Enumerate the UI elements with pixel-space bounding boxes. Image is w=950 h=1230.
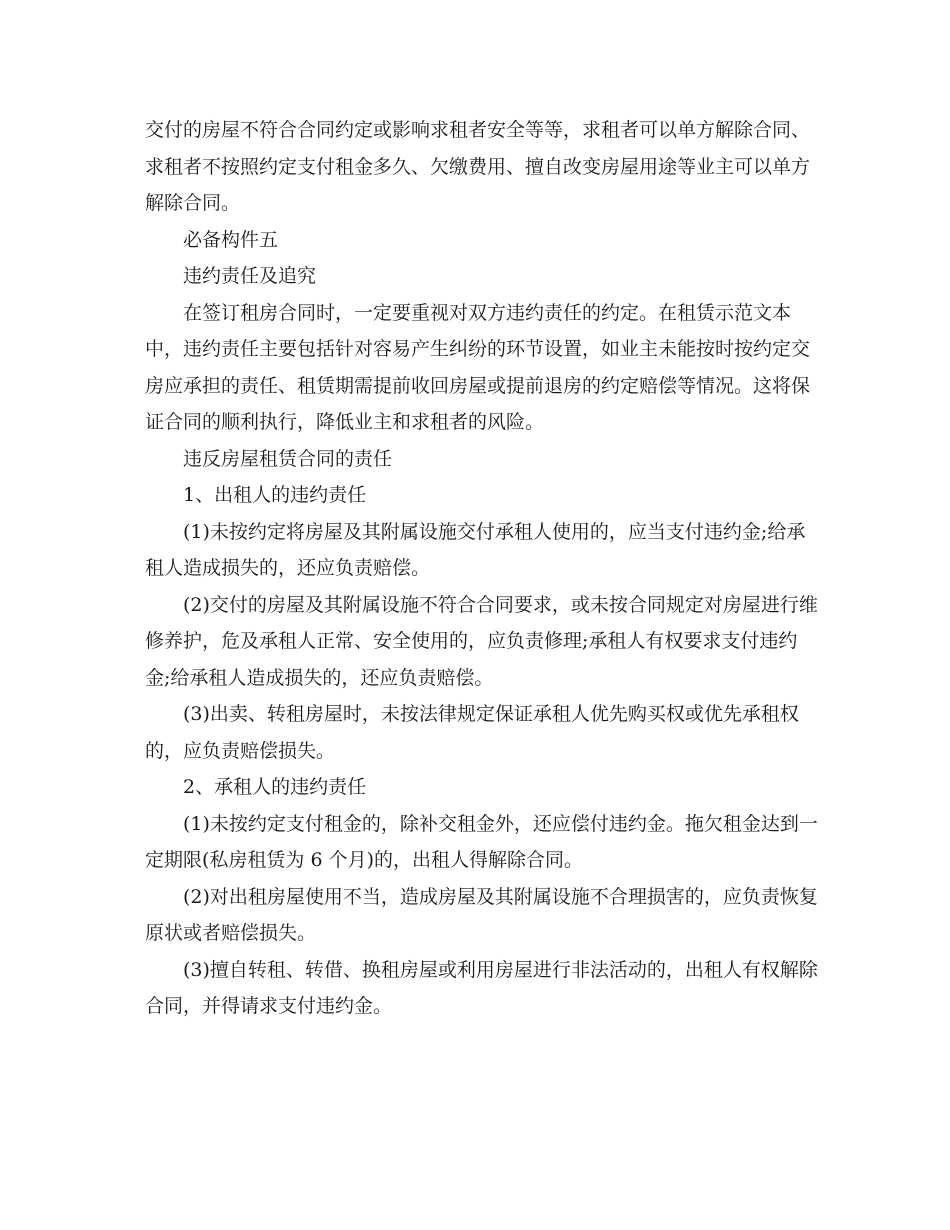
subsection-heading: 2、承租人的违约责任 <box>183 776 367 798</box>
list-item-line: 的，应负责赔偿损失。 <box>145 739 336 762</box>
list-item-line: 原状或者赔偿损失。 <box>145 922 317 944</box>
list-item-line: (2)交付的房屋及其附属设施不符合合同要求，或未按合同规定对房屋进行维 <box>183 593 818 616</box>
list-item-line: 租人造成损失的，还应负责赔偿。 <box>145 557 431 579</box>
list-item-line: (3)擅自转租、转借、换租房屋或利用房屋进行非法活动的，出租人有权解除 <box>183 958 818 981</box>
subsection-heading: 1、出租人的违约责任 <box>183 484 367 506</box>
list-item-line: 金;给承租人造成损失的，还应负责赔偿。 <box>145 666 494 689</box>
list-item-line: (3)出卖、转租房屋时，未按法律规定保证承租人优先购买权或优先承租权 <box>183 703 799 725</box>
list-item-line: 定期限(私房租赁为 6 个月)的，出租人得解除合同。 <box>145 849 583 871</box>
text-line: 在签订租房合同时，一定要重视对双方违约责任的约定。在租赁示范文本 <box>183 301 792 324</box>
list-item-line: 合同，并得请求支付违约金。 <box>145 995 393 1017</box>
text-line: 房应承担的责任、租赁期需提前收回房屋或提前退房的约定赔偿等情况。这将保 <box>145 374 811 397</box>
text-line: 交付的房屋不符合合同约定或影响求租者安全等等，求租者可以单方解除合同、 <box>145 119 811 141</box>
list-item-line: (1)未按约定将房屋及其附属设施交付承租人使用的，应当支付违约金;给承 <box>183 520 806 543</box>
text-line: 解除合同。 <box>145 192 241 214</box>
text-line: 求租者不按照约定支付租金多久、欠缴费用、擅自改变房屋用途等业主可以单方 <box>145 155 811 178</box>
text-line: 中，违约责任主要包括针对容易产生纠纷的环节设置，如业主未能按时按约定交 <box>145 338 811 360</box>
document-body <box>145 112 818 1025</box>
list-item-line: (2)对出租房屋使用不当，造成房屋及其附属设施不合理损害的，应负责恢复 <box>183 885 818 908</box>
section-heading: 必备构件五 <box>183 228 279 251</box>
list-item-line: (1)未按约定支付租金的，除补交租金外，还应偿付违约金。拖欠租金达到一 <box>183 812 818 835</box>
list-item-line: 修养护，危及承租人正常、安全使用的，应负责修理;承租人有权要求支付违约 <box>145 630 798 652</box>
section-heading: 违反房屋租赁合同的责任 <box>183 447 393 470</box>
section-heading: 违约责任及追究 <box>183 265 317 287</box>
text-line: 证合同的顺利执行，降低业主和求租者的风险。 <box>145 411 545 433</box>
